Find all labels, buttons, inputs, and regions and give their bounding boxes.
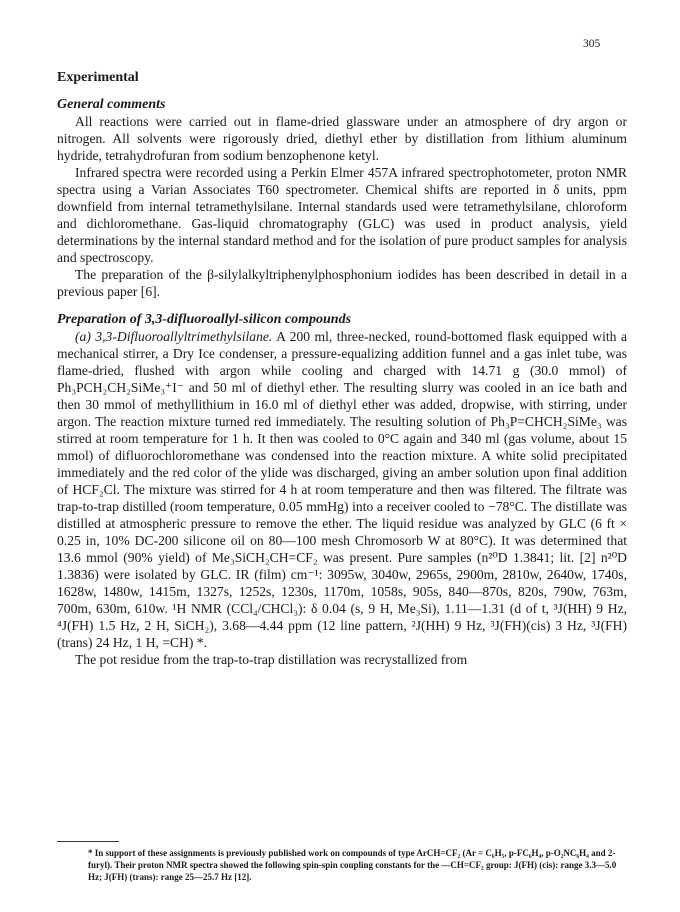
general-comments-heading: General comments bbox=[57, 97, 166, 112]
paragraph: The preparation of the β-silylalkyltriphenylphosphonium iodides has been described in detail in a previous paper [6]. bbox=[57, 267, 627, 299]
compound-label: (a) 3,3-Difluoroallyltrimethylsilane. bbox=[75, 329, 273, 344]
general-comments-body bbox=[57, 113, 627, 300]
footnote: * In support of these assignments is previously published work on compounds of type ArCH=CF₂ (Ar = C₆H₅, p-FC₆H₄, p-O₂NC₆H₄ and 2-furyl). Their proton NMR spectra showed the following spin-spin coupling constants for the —CH=CF₂ group: J(FH) (cis): range 3.3—5.0 Hz; J(FH) (trans): range 25—25.7 Hz [12]. bbox=[88, 848, 617, 882]
main-text bbox=[57, 96, 627, 668]
preparation-heading: Preparation of 3,3-difluoroallyl-silicon compounds bbox=[57, 312, 352, 327]
paragraph: All reactions were carried out in flame-dried glassware under an atmosphere of dry argon or nitrogen. All solvents were rigorously dried, diethyl ether by distillation from lithium aluminum hydride, tetrahydrofuran from sodium benzophenone ketyl. bbox=[57, 114, 627, 163]
paragraph: The pot residue from the trap-to-trap distillation was recrystallized from bbox=[75, 652, 468, 667]
footnote-rule bbox=[57, 841, 119, 842]
page-number: 305 bbox=[583, 38, 601, 50]
paragraph bbox=[57, 328, 627, 651]
paragraph: Infrared spectra were recorded using a Perkin Elmer 457A infrared spectrophotometer, proton NMR spectra using a Varian Associates T60 spectrometer. Chemical shifts are reported in δ units, ppm downfield from internal tetramethylsilane. Internal standards used were tetramethylsilane, chloroform and dichloromethane. Gas-liquid chromatography (GLC) was used in product analysis, yield determinations by the internal standard method and for the isolation of pure product samples for analysis and spectroscopy. bbox=[57, 165, 627, 265]
preparation-body bbox=[57, 328, 627, 668]
section-title: Experimental bbox=[57, 70, 139, 85]
paragraph-text: A 200 ml, three-necked, round-bottomed flask equipped with a mechanical stirrer, a Dry Ice condenser, a pressure-equalizing addition funnel and a gas inlet tube, was flame-dried, flushed with argon while cooling and charged with 14.71 g (30.0 mmol) of Ph₃PCH₂CH₂SiMe₃⁺I⁻ and 50 ml of diethyl ether. The resulting slurry was cooled in an ice bath and then 30 mmol of methyllithium in 16.0 ml of diethyl ether was added, dropwise, with stirring, under argon. The reaction mixture turned red immediately. The resulting solution of Ph₃P=CHCH₂SiMe₃ was stirred at room temperature for 1 h. It then was cooled to 0°C again and 340 ml (gas volume, about 15 mmol) of difluorochloromethane was condensed into the reaction mixture. A white solid precipitated immediately and the red color of the ylide was discharged, giving an amber solution upon final addition of HCF₂Cl. The mixture was stirred for 4 h at room temperature and then was filtered. The filtrate was trap-to-trap distilled (room temperature, 0.05 mmHg) into a receiver cooled to −78°C. The distillate was distilled at atmospheric pressure to remove the ether. The liquid residue was analyzed by GLC (6 ft × 0.25 in, 10% DC-200 silicone oil on 80—100 mesh Chromosorb W at 80°C). It was determined that 13.6 mmol (90% yield) of Me₃SiCH₂CH=CF₂ was present. Pure samples (n²⁰D 1.3841; lit. [2] n²⁰D 1.3836) were isolated by GLC. IR (film) cm⁻¹: 3095w, 3040w, 2965s, 2900m, 2810w, 2640w, 1740s, 1628w, 1480w, 1415m, 1327s, 1252s, 1230s, 1170m, 1058s, 905s, 840—870s, 820s, 790w, 763m, 700m, 630m, 610w. ¹H NMR (CCl₄/CHCl₃): δ 0.04 (s, 9 H, Me₃Si), 1.11—1.31 (d of t, ³J(HH) 9 Hz, ⁴J(FH) 1.5 Hz, 2 H, SiCH₂), 3.68—4.44 ppm (12 line pattern, ²J(HH) 9 Hz, ³J(FH)(cis) 3 Hz, ³J(FH)(trans) 24 Hz, 1 H, =CH) *. bbox=[57, 329, 627, 650]
